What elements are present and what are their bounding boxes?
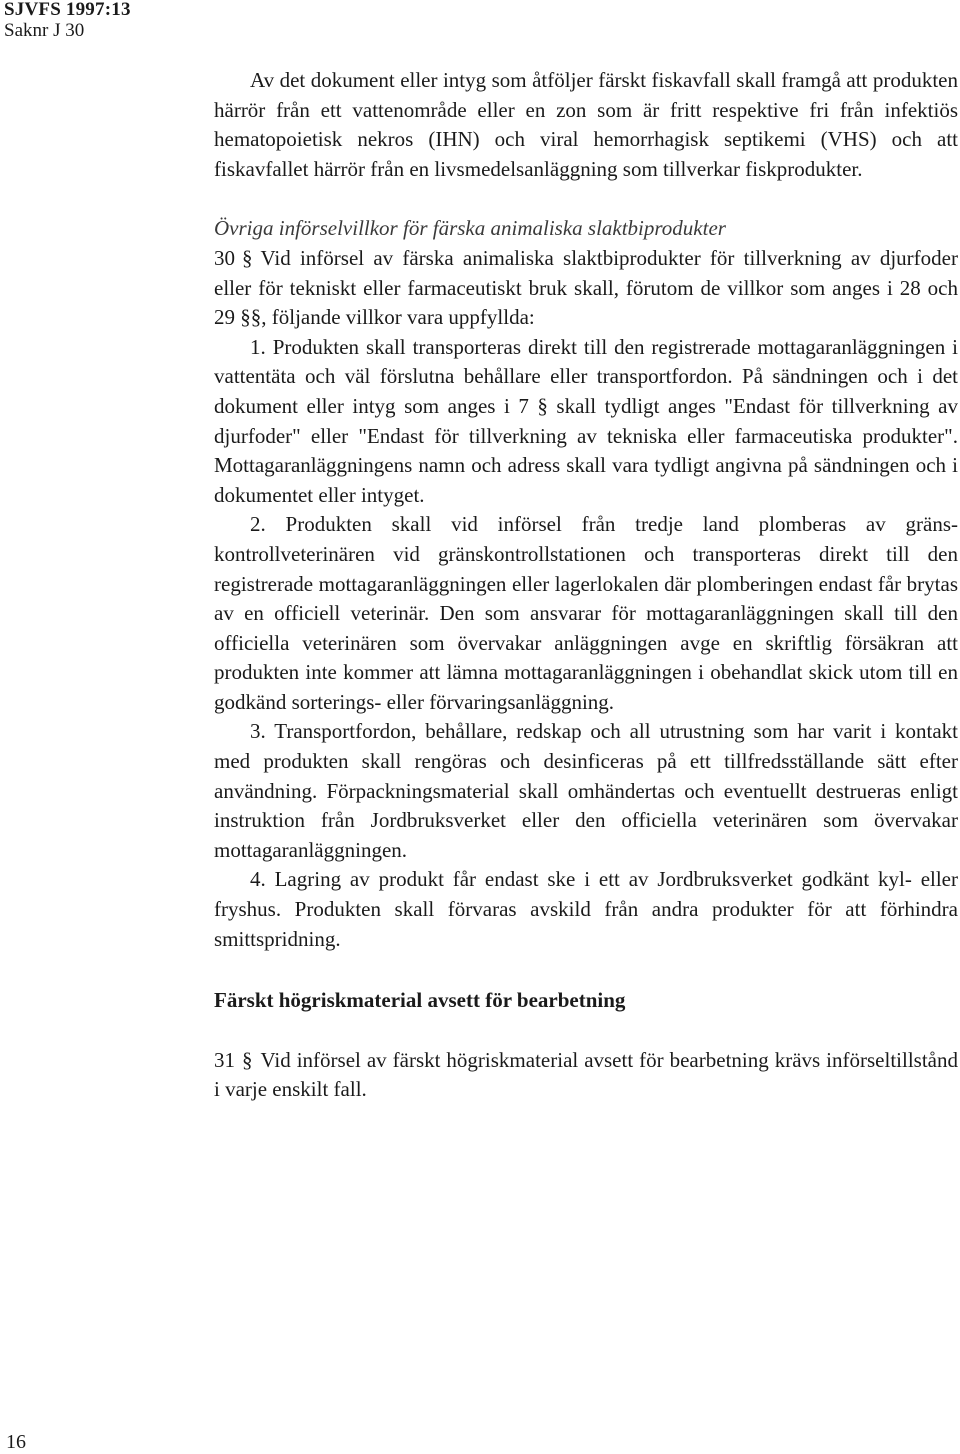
page-header bbox=[4, 0, 131, 42]
list-item-3 bbox=[214, 717, 958, 865]
list-item-2-number: 2. bbox=[250, 512, 266, 537]
document-body bbox=[214, 66, 958, 1105]
page-number: 16 bbox=[6, 1431, 26, 1453]
section-31-sign: § bbox=[242, 1047, 253, 1072]
list-item-1 bbox=[214, 333, 958, 511]
section-30-sign: § bbox=[242, 245, 253, 270]
intro-paragraph: Av det dokument eller intyg som åtföljer färskt fiskavfall skall framgå att produkten härrör från ett vattenområde eller en zon som är fritt respektive fri från infektiös hematopoietisk nekros (IHN) och viral hemorrhagisk septikemi (VHS) och att fiskavfallet härrör från en livsmedelsanläggning som tillverkar fiskprodukter. bbox=[214, 68, 958, 181]
section-30-text: Vid införsel av färska animaliska slaktbiprodukter för tillverkning av djurfoder eller för tekniskt eller farmaceutiskt bruk skall, förutom de villkor som anges i 28 och 29 §§, följande villkor vara uppfyllda: bbox=[214, 245, 958, 330]
section-heading: Färskt högriskmaterial avsett för bearbetning bbox=[214, 988, 626, 1013]
list-item-1-number: 1. bbox=[250, 334, 266, 359]
section-30-paragraph bbox=[214, 244, 958, 333]
list-item-2-text: Produkten skall vid införsel från tredje land plomberas av gränskontrollveterinären vid gränskontrollstationen och transporteras direkt till den registrerade mottagaranläggningen eller lagerlokalen där plomberingen endast får brytas av en officiell veterinär. Den som ansvarar för mottagaranläggningen skall till den officiella veterinären som övervakar anläggningen avge en skriftlig försäkran att produkten inte kommer att lämna mottagaranläggningen i obehandlat skick utom till en godkänd sorterings- eller förvaringsanläggning. bbox=[214, 512, 959, 714]
section-31-number: 31 bbox=[214, 1047, 235, 1072]
subject-number: Saknr J 30 bbox=[4, 20, 85, 41]
list-item-3-number: 3. bbox=[250, 719, 266, 744]
list-item-4-text: Lagring av produkt får endast ske i ett av Jordbruksverket godkänt kyl- eller fryshus. Produkten skall förvaras avskild från andra produkter för att förhindra smittspridning. bbox=[214, 867, 958, 951]
list-item-3-text: Transportfordon, behållare, redskap och all utrustning som har varit i kontakt med produkten skall rengöras och desinficeras på ett tillfredsställande sätt efter användning. Förpackningsmaterial skall omhändertas och eventuellt destrueras enligt instruktion från Jordbruksverket eller den officiella veterinären som övervakar mottagaranläggningen. bbox=[214, 719, 959, 862]
section-30-number: 30 bbox=[214, 245, 235, 270]
document-code: SJVFS 1997:13 bbox=[4, 0, 131, 20]
list-item-4 bbox=[214, 865, 958, 954]
list-item-4-number: 4. bbox=[250, 867, 266, 892]
list-item-2 bbox=[214, 510, 958, 717]
subheading: Övriga införselvillkor för färska animaliska slaktbiprodukter bbox=[214, 216, 726, 241]
section-31-text: Vid införsel av färskt högriskmaterial avsett för bearbetning krävs införseltillstånd i varje enskilt fall. bbox=[214, 1047, 958, 1102]
section-31-paragraph bbox=[214, 1046, 958, 1105]
list-item-1-text: Produkten skall transporteras direkt till den registrerade mottagaranläggningen i vattentäta och väl förslutna behållare eller transportfordon. På sändningen och i det dokument eller intyg som anges i 7 § skall tydligt anges "Endast för tillverkning av djurfoder" eller "Endast för tillverkning av tekniska eller farmaceutiska produkter". Mottagaranläggningens namn och adress skall vara tydligt angivna på sändningen och i dokumentet eller intyget. bbox=[214, 334, 959, 507]
